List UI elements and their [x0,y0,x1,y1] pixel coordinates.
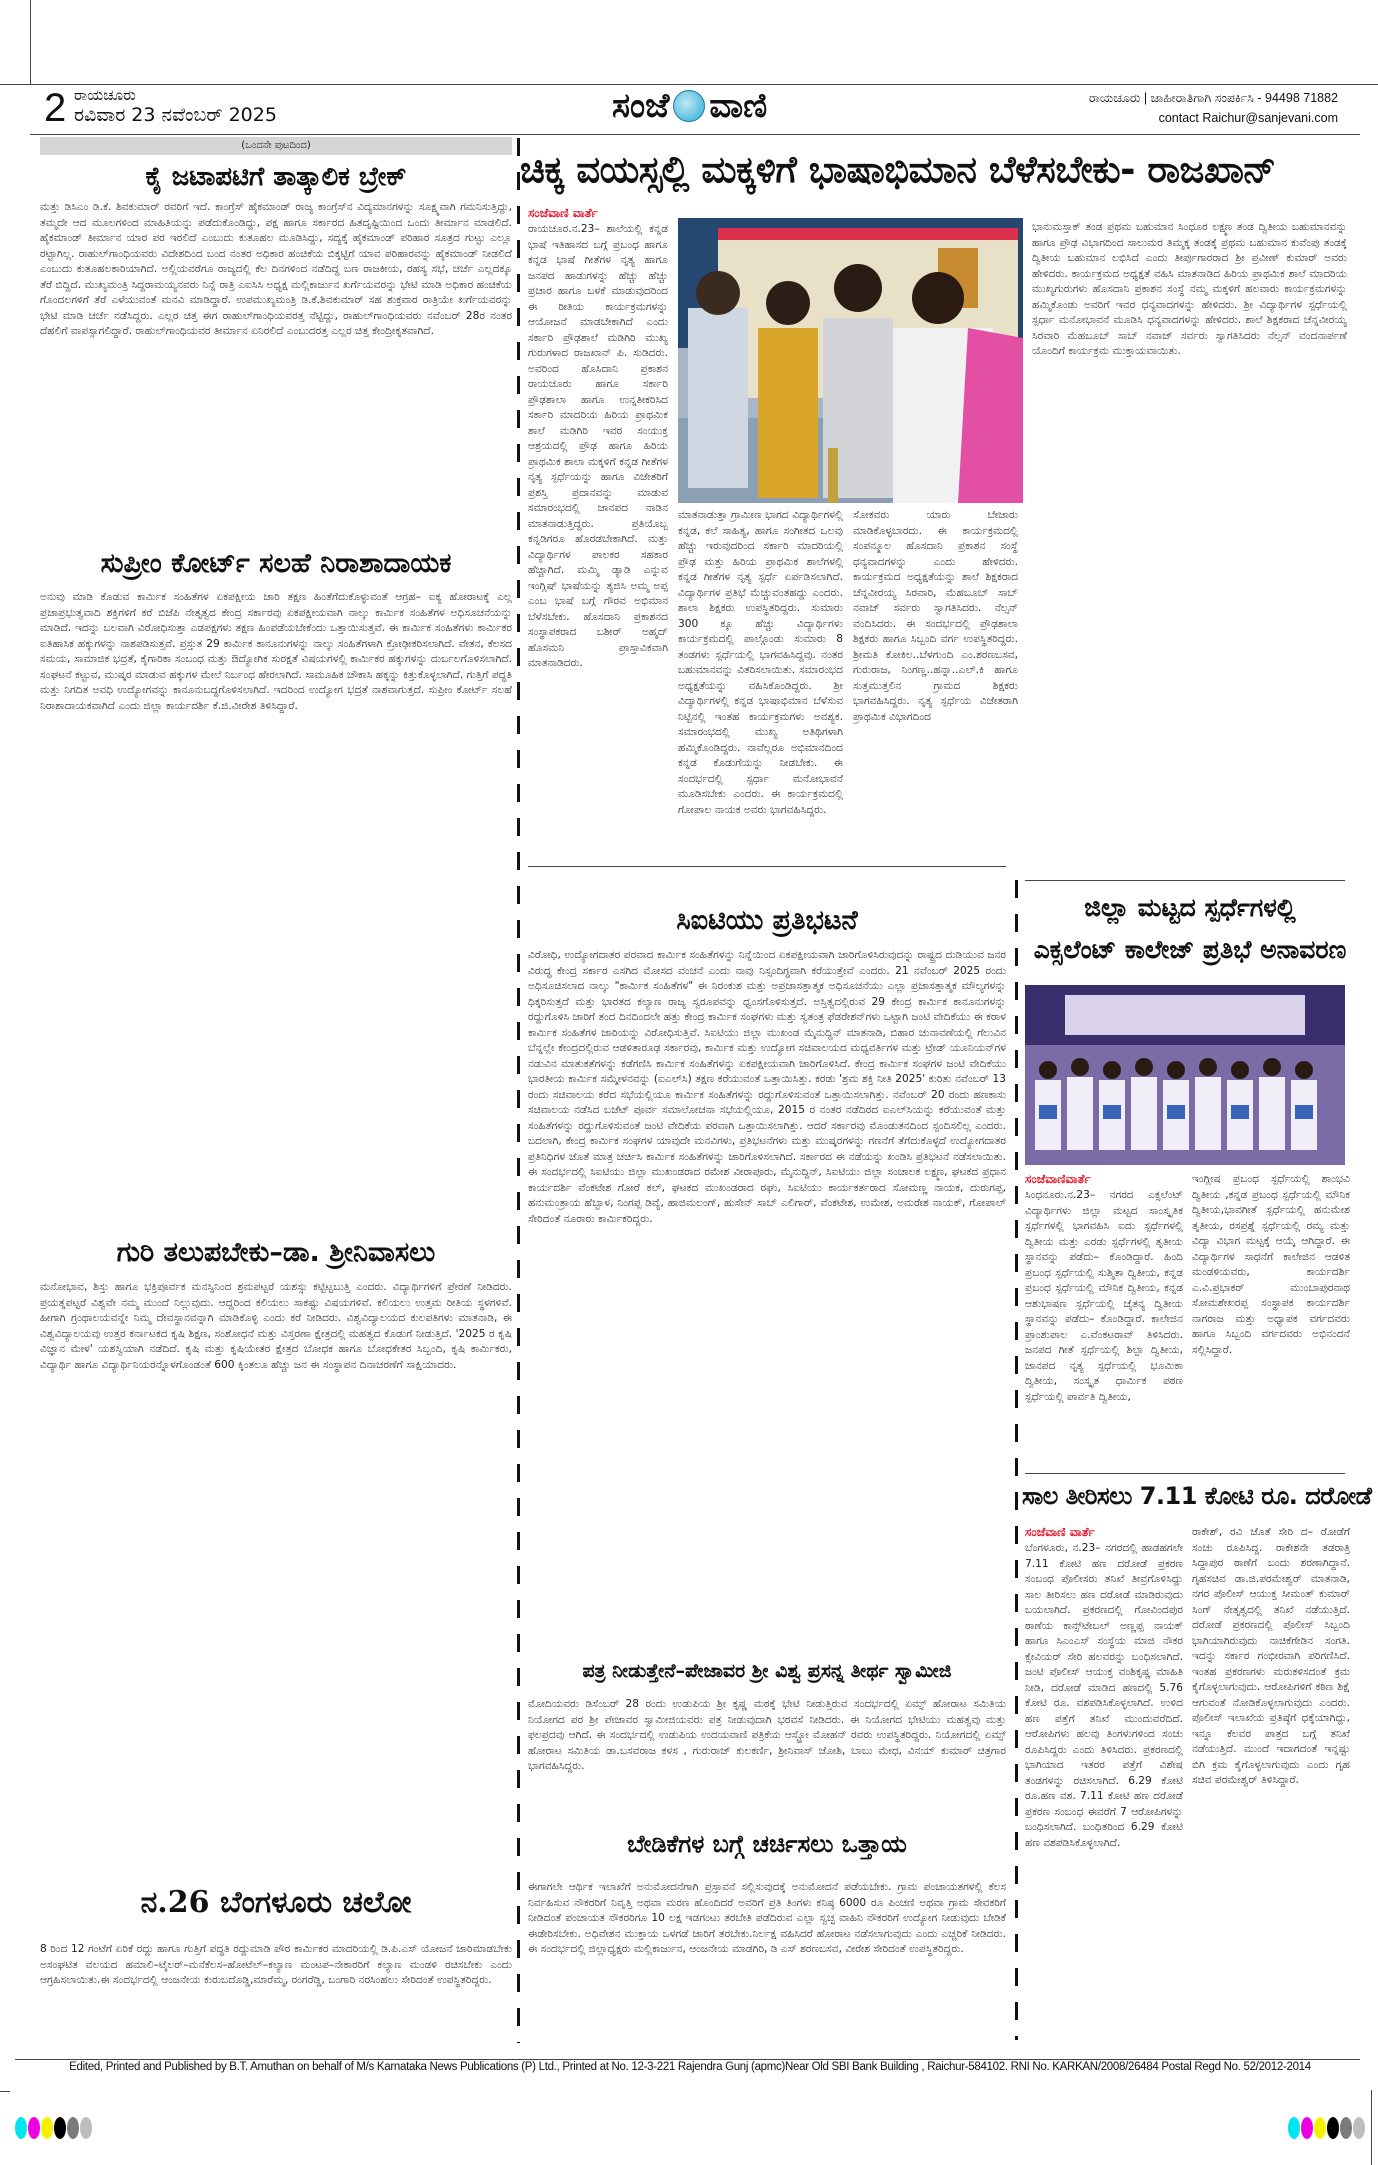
cyan-swatch [1288,2117,1300,2139]
robbery-col-2: ರಾಕೇಶ್, ರವಿ ಜೊತೆ ಸೇರಿ ದ– ರೋಡೆಗೆ ಸಂಚು ರೂಪಿಸಿದ್ದ. ರಾಕೇಶನೇ ತಡರಾತ್ರಿ ಸಿದ್ದಾಪುರ ಠಾಣೆಗೆ ಬಂದು ಶರಣಾಗಿದ್ದಾನೆ. ಗೃಹಸಚಿವ ಡಾ.ಜಿ.ಪರಮೇಶ್ವರ್ ಮಾತನಾಡಿ, ನಗರ ಪೊಲೀಸ್ ಆಯುಕ್ತ ಸೀಮಂತ್ ಕುಮಾರ್ ಸಿಂಗ್ ನೇತೃತ್ವದಲ್ಲಿ ತನಿಖೆ ನಡೆಯುತ್ತಿದೆ. ದರೋಡೆ ಪ್ರಕರಣದಲ್ಲಿ ಪೊಲೀಸ್ ಸಿಬ್ಬಂದಿ ಭಾಗಿಯಾಗಿರುವುದು ನಾಚಿಕೆಗೇಡಿನ ಸಂಗತಿ. ಇದನ್ನು ಸರ್ಕಾರ ಗಂಭೀರವಾಗಿ ಪರಿಗಣಿಸಿದೆ. ಇಂತಹ ಪ್ರಕರಣಗಳು ಮರುಕಳಿಸದಂತೆ ಕ್ರಮ ಕೈಗೊಳ್ಳಲಾಗುವುದು. ಆರೋಪಿಗಳಿಗೆ ಕಠಿಣ ಶಿಕ್ಷೆ ಆಗುವಂತೆ ನೋಡಿಕೊಳ್ಳಲಾಗುವುದು ಎಂದರು. ಪೊಲೀಸ್ ಇಲಾಖೆಯ ಪ್ರತಿಷ್ಠೆಗೆ ಧಕ್ಕೆಯಾಗಿದ್ದು, ಇನ್ನೂ ಕೆಲವರ ಪಾತ್ರದ ಬಗ್ಗೆ ತನಿಖೆ ನಡೆಯುತ್ತಿದೆ. ಮುಂದೆ ಇದಾಗದಂತೆ ಇನ್ನಷ್ಟು ಬಿಗಿ ಕ್ರಮ ಕೈಗೊಳ್ಳಲಾಗುವುದು ಎಂದು ಗೃಹ ಸಚಿವ ಪರಮೇಶ್ವರ್ ತಿಳಿಸಿದ್ದಾರೆ. [1192,1526,1350,1786]
black-swatch [54,2117,66,2139]
college-photo [1025,985,1345,1165]
footer-margin-rule [0,2091,10,2092]
students-group-photo [1025,985,1345,1165]
robbery-top-rule [1025,1473,1345,1474]
demands-body: ಈಗಾಗಲೇ ಆರ್ಥಿಕ ಇಲಾಖೆಗೆ ಅನುಮೋದನೆಗಾಗಿ ಪ್ರಸ್ತಾವನೆ ಸಲ್ಲಿಸುವುದಕ್ಕೆ ಅನುಮೋದನೆ ಪಡೆಯಬೇಕು. ಗ್ರಾಮ ಪಂಚಾಯತಗಳಲ್ಲಿ ಕೆಲಸ ನಿರ್ವಹಿಸುವ ನೌಕರರಿಗೆ ನಿವೃತ್ತಿ ಅಥವಾ ಮರಣ ಹೊಂದಿದರೆ ಅವರಿಗೆ ಪ್ರತಿ ತಿಂಗಳು ಕನಿಷ್ಠ 6000 ರೂ ಪಿಂಚಣಿ ಅಥವಾ ಗ್ರಾಮ ಸೇವಕರಿಗೆ ನೀಡಿದಂತೆ ಪಂಚಾಯತ ನೌಕರರಿಗೂ 10 ಲಕ್ಷ ಇಡಗಂಟು ತರಬೇತಿ ಪಡೆದಿರುವ ಎಲ್ಲಾ ಸ್ವಚ್ಛ ವಾಹಿನಿ ನೌಕರರಿಗೆ ಉದ್ಯೋಗ ನೀಡುವುದು ಬೇಡಿಕೆ ಈಡೇರಿಸಬೇಕು. ಅಧಿವೇಶನ ಮುಕ್ತಾಯ ಒಳಗಡೆ ಜಾರಿಗೆ ತರಬೇಕು.ನಿರ್ಲಕ್ಷ ವಹಿಸಿದರೆ ಹೋರಾಟ ನಡೆಸಲಾಗುವುದು ಎಂದು ಎಚ್ಚರಿಕೆ ನೀಡಿದರು. ಈ ಸಂದರ್ಭದಲ್ಲಿ ಜಿಲ್ಲಾಧ್ಯಕ್ಷರು ಮಲ್ಲಿಕಾರ್ಜುನ, ಆಂಜನೇಯ ಮಾಡಗಿರಿ, ಡಿ ಎಸ್ ಶರಣಬಸವ, ವೀರೇಶ ಸೇರಿದಂತೆ ಉಪಸ್ಥಿತರಿದ್ದರು. [528,1881,1006,1955]
citu-headline: ಸಿಐಟಿಯು ಪ್ರತಿಭಟನೆ [676,905,858,936]
masthead-left-text: ಸಂಜೆ [612,86,670,126]
page-number: 2 [44,86,67,130]
college-headline-line-1: ಜಿಲ್ಲಾ ಮಟ್ಟದ ಸ್ಪರ್ಧೆಗಳಲ್ಲಿ [1084,893,1296,922]
lead-col-1: ರಾಯಚೂರ.ನ.23– ಶಾಲೆಯಲ್ಲಿ ಕನ್ನಡ ಭಾಷೆ ಇತಿಹಾಸದ ಬಗ್ಗೆ ಪ್ರಬಂಧ ಹಾಗೂ ಕನ್ನಡ ಭಾಷೆ ಗೀತೆಗಳ ನೃತ್ಯ ಹಾಗೂ ಜನಪದ ಹಾಡುಗಳನ್ನು ಹೆಚ್ಚು ಹೆಚ್ಚು ಪ್ರಚಾರ ಹಾಗೂ ಬಳಕೆ ಮಾಡುವುದರಿಂದ ಈ ರೀತಿಯ ಕಾರ್ಯಕ್ರಮಗಳನ್ನು ಆಯೋಜನೆ ಮಾಡಬೇಕಾಗಿದೆ ಎಂದು ಸರ್ಕಾರಿ ಪ್ರೌಢಶಾಲೆ ಮಡಿಗಿರಿ ಮುಖ್ಯ ಗುರುಗಳಾದ ರಾಜಖಾನ್ ಪಿ. ಸುಡಿದರು. ಅವರಿಂದ ಹೊಸಿದಾನಿ ಪ್ರಕಾಶನ ರಾಯಚೂರು ಹಾಗೂ ಸರ್ಕಾರಿ ಪ್ರೌಢಶಾಲಾ ಹಾಗೂ ಉನ್ನತೀಕರಿಸಿದ ಸರ್ಕಾರಿ ಮಾದರಿಯ ಹಿರಿಯ ಪ್ರಾಥಮಿಕ ಶಾಲೆ ಮಡಿಗಿರಿ ಇವರ ಸಂಯುಕ್ತ ಆಶ್ರಯದಲ್ಲಿ ಪ್ರೌಢ ಹಾಗೂ ಹಿರಿಯ ಪ್ರಾಥಮಿಕ ಶಾಲಾ ಮಕ್ಕಳಿಗೆ ಕನ್ನಡ ಗೀತೆಗಳ ನೃತ್ಯ ಸ್ಪರ್ಧೆಯನ್ನು ಹಾಗೂ ವಿಜೇತರಿಗೆ ಪ್ರಶಸ್ತಿ ಪ್ರದಾನವನ್ನು ಮಾಡುವ ಸಮಾರಂಭದಲ್ಲಿ ಜಾನಪದ ನಾಡಿನ ಮಾತನಾಡುತ್ತಿದ್ದರು. ಪ್ರತಿಯೊಬ್ಬ ಕನ್ನಡಿಗರೂ ಹೊರಡಬೇಕಾಗಿದೆ. ಮತ್ತು ವಿದ್ಯಾರ್ಥಿಗಳ ಪಾಲಕರ ಸಹಕಾರ ಹೆಚ್ಚಾಗಿದೆ. ಮಮ್ಮಿ ಡ್ಯಾಡಿ ಎನ್ನುವ ಇಂಗ್ಲಿಷ್ ಭಾಷೆಯನ್ನು ತ್ಯಜಿಸಿ ಅಮ್ಮ ಅಪ್ಪ ಎಂಬ ಭಾಷೆ ಬಗ್ಗೆ ಗೌರವ ಅಭಿಮಾನ ಬೆಳೆಸಬೇಕು. ಹೊಸದಾನಿ ಪ್ರಕಾಶನದ ಸಂಸ್ಥಾಪಕರಾದ ಬಶೀರ್ ಅಹ್ಮದ್ ಹೊಸಮನಿ ಪ್ರಾಸ್ತಾವಿಕವಾಗಿ ಮಾತನಾಡಿದರು. [528,223,668,669]
college-top-rule [1025,880,1345,881]
continued-label: (ಒಂದನೇ ಪುಟದಿಂದ) [40,137,512,155]
lead-col-2: ಮಾತನಾಡುತ್ತಾ ಗ್ರಾಮೀಣ ಭಾಗದ ವಿದ್ಯಾರ್ಥಿಗಳಲ್ಲಿ ಕನ್ನಡ, ಕಲೆ ಸಾಹಿತ್ಯ, ಹಾಗೂ ಸಂಗೀತದ ಒಲವು ಹೆಚ್ಚು ಇರುವುದರಿಂದ ಸರ್ಕಾರಿ ಮಾದರಿಯಲ್ಲಿ ಪ್ರೌಢ ಮತ್ತು ಹಿರಿಯ ಪ್ರಾಥಮಿಕ ಶಾಲೆಗಳಲ್ಲಿ ಕನ್ನಡ ಗೀತೆಗಳ ನೃತ್ಯ ಸ್ಪರ್ಧೆ ಏರ್ಪಡಿಸಲಾಗಿದೆ. ವಿದ್ಯಾರ್ಥಿಗಳ ಪ್ರತಿಭೆ ಮೆಚ್ಚುವಂತಹದ್ದು ಎಂದರು. ಶಾಲಾ ಶಿಕ್ಷಕರು ಉಪಸ್ಥಿತರಿದ್ದರು. ಸುಮಾರು 300 ಕ್ಕೂ ಹೆಚ್ಚು ವಿದ್ಯಾರ್ಥಿಗಳು ಕಾರ್ಯಕ್ರಮದಲ್ಲಿ ಪಾಲ್ಗೊಂಡು ಸುಮಾರು 8 ತಂಡಗಳು ಸ್ಪರ್ಧೆಯಲ್ಲಿ ಭಾಗವಹಿಸಿದ್ದವು. ನಂತರ ಬಹುಮಾನವನ್ನು ವಿತರಿಸಲಾಯಿತು. ಸಮಾರಂಭದ ಅಧ್ಯಕ್ಷತೆಯನ್ನು ವಹಿಸಿಕೊಂಡಿದ್ದರು. ಶ್ರೀ ವಿದ್ಯಾರ್ಥಿಗಳಲ್ಲಿ ಕನ್ನಡ ಭಾಷಾಭಿಮಾನ ಬೆಳೆಸುವ ನಿಟ್ಟಿನಲ್ಲಿ ಇಂತಹ ಕಾರ್ಯಕ್ರಮಗಳು ಅವಶ್ಯಕ. ಸಮಾರಂಭದಲ್ಲಿ ಮುಖ್ಯ ಅತಿಥಿಗಳಾಗಿ ಹಮ್ಮಿಕೊಂಡಿದ್ದರು. ನಾವೆಲ್ಲರೂ ಅಭಿಮಾನದಿಂದ ಕನ್ನಡ ಕೊಡುಗೆಯನ್ನು ನೀಡಬೇಕು. ಈ ಸಂದರ್ಭದಲ್ಲಿ ಸ್ಪರ್ಧಾ ಮನೋಭಾವನೆ ಮೂಡಿಸಬೇಕು ಎಂದರು. ಈ ಕಾರ್ಯಕ್ರಮದಲ್ಲಿ ಗೋಪಾಲ ನಾಯಕ ಅವರು ಭಾಗವಹಿಸಿದ್ದರು. [678,509,843,816]
top-rule [0,84,1378,85]
demands-headline: ಬೇಡಿಕೆಗಳ ಬಗ್ಗೆ ಚರ್ಚಿಸಲು ಒತ್ತಾಯ [627,1830,907,1858]
globe-dove-icon [673,90,705,122]
article-headline: ಸುಪ್ರೀಂ ಕೋರ್ಟ್ ಸಲಹೆ ನಿರಾಶಾದಾಯಕ [100,548,452,579]
lead-photo [678,218,1023,503]
registration-marks-left [15,2117,93,2139]
magenta-swatch [28,2117,40,2139]
article-headline: ಕೈ ಜಟಾಪಟಿಗೆ ತಾತ್ಕಾಲಿಕ ಬ್ರೇಕ್ [145,162,407,192]
edition-city: ರಾಯಚೂರು [74,86,136,104]
robbery-col-1: ಬೆಂಗಳೂರು, ನ.23– ನಗರದಲ್ಲಿ ಹಾಡಹಗಲೇ 7.11 ಕೋಟಿ ಹಣ ದರೋಡೆ ಪ್ರಕರಣ ಸಂಬಂಧ ಪೊಲೀಸರು ತನಿಖೆ ತೀವ್ರಗೊಳಿಸಿದ್ದು ಸಾಲ ತೀರಿಸಲು ಹಣ ದರೋಡೆ ಮಾಡಿರುವುದು ಬಯಲಾಗಿದೆ. ಪ್ರಕರಣದಲ್ಲಿ ಗೋವಿಂದಪುರ ಠಾಣೆಯ ಕಾನ್ಸ್‌ಟೇಬಲ್ ಅಣ್ಣಪ್ಪ ನಾಯಕ್ ಹಾಗೂ ಸಿಎಂಎಸ್ ಸಂಸ್ಥೆಯ ಮಾಜಿ ನೌಕರ ಕ್ಸೇವಿಯರ್ ಸೇರಿ ಹಲವರನ್ನು ಬಂಧಿಸಲಾಗಿದೆ. ಜಂಟಿ ಪೊಲೀಸ್ ಆಯುಕ್ತ ವಂಶಿಕೃಷ್ಣ ಮಾಹಿತಿ ನೀಡಿ, ದರೋಡೆ ಮಾಡಿದ ಹಣದಲ್ಲಿ 5.76 ಕೋಟಿ ರೂ. ವಶಪಡಿಸಿಕೊಳ್ಳಲಾಗಿದೆ. ಉಳಿದ ಹಣ ಪತ್ತೆಗೆ ತನಿಖೆ ಮುಂದುವರೆದಿದೆ. ಆರೋಪಿಗಳು ಹಲವು ತಿಂಗಳುಗಳಿಂದ ಸಂಚು ರೂಪಿಸಿದ್ದರು ಎಂದು ತಿಳಿಸಿದರು. ಪ್ರಕರಣದಲ್ಲಿ ಭಾಗಿಯಾದ ಇತರರ ಪತ್ತೆಗೆ ವಿಶೇಷ ತಂಡಗಳನ್ನು ರಚಿಸಲಾಗಿದೆ. 6.29 ಕೋಟಿ ರೂ.ಹಣ ವಶ. 7.11 ಕೋಟಿ ಹಣ ದರೋಡೆ ಪ್ರಕರಣ ಸಂಬಂಧ ಈವರೆಗೆ 7 ಆರೋಪಿಗಳನ್ನು ಬಂಧಿಸಲಾಗಿದೆ. ಬಂಧಿತರಿಂದ 6.29 ಕೋಟಿ ಹಣ ವಶಪಡಿಸಿಕೊಳ್ಳಲಾಗಿದೆ. [1025,1542,1183,1849]
gray-swatch [1340,2117,1352,2139]
lead-byline: ಸಂಜೆವಾಣಿ ವಾರ್ತೆ [528,206,598,220]
yellow-swatch [41,2117,53,2139]
cyan-swatch [15,2117,27,2139]
lead-headline: ಚಿಕ್ಕ ವಯಸ್ಸಲ್ಲಿ ಮಕ್ಕಳಿಗೆ ಭಾಷಾಭಿಮಾನ ಬೆಳೆಸಬೇಕು- ರಾಜಖಾನ್ [520,148,1276,191]
left-margin-rule [30,0,31,84]
imprint-line: Edited, Printed and Published by B.T. Amuthan on behalf of M/s Karnataka News Publications (P) Ltd., Printed at No. 12-3-221 Rajendra Gunj (apmc)Near Old SBI Bank Building , Raichur-584102. RNI No. KARKAN/2008/26484 Postal Regd No. 52/2012-2014 [69,2061,1311,2073]
black-swatch [1327,2117,1339,2139]
lamp-lighting-photo [678,218,1023,503]
college-col-2: ಇಂಗ್ಲೀಷ ಪ್ರಬಂಧ ಸ್ಪರ್ಧೆಯಲ್ಲಿ ಶಾಂಭವಿ ದ್ವಿತೀಯ ,ಕನ್ನಡ ಪ್ರಬಂಧ ಸ್ಪರ್ಧೆಯಲ್ಲಿ ಮೌನಿಕ ದ್ವಿತೀಯ,ಭಾವಗೀತೆ ಸ್ಪರ್ಧೆಯಲ್ಲಿ ಹನುಮೇಶ ತೃತೀಯ, ರಸಪ್ರಶ್ನೆ ಸ್ಪರ್ಧೆಯಲ್ಲಿ ರಮ್ಯ ಮತ್ತು ವಿದ್ಯಾ ವಿಭಾಗ ಮಟ್ಟಕ್ಕೆ ಆಯ್ಕೆ ಆಗಿದ್ದಾರೆ. ಈ ವಿದ್ಯಾರ್ಥಿಗಳ ಸಾಧನೆಗೆ ಕಾಲೇಜಿನ ಆಡಳಿತ ಮಂಡಳಿಯವರು, ಕಾರ್ಯದರ್ಶಿ ಎ.ವಿ.ಪ್ರಭಾಕರ್ ಮುಂಬಾಪುರನಾಥ ಸೋಮಶೇಖರಪ್ಪ ಸಂಸ್ಥಾಪಕ ಕಾರ್ಯದರ್ಶಿ ನಾಗರಾಜ ಮತ್ತು ಅಧ್ಯಾಪಕ ವರ್ಗದವರು ಹಾಗೂ ಸಿಬ್ಬಂದಿ ವರ್ಗದವರು ಅಭಿನಂದನೆ ಸಲ್ಲಿಸಿದ್ದಾರೆ. [1192,1173,1350,1356]
article-body: ಅನುವು ಮಾಡಿ ಕೊಡುವ ಕಾರ್ಮಿಕ ಸಂಹಿತೆಗಳ ಏಕಪಕ್ಷೀಯ ಜಾರಿ ತಕ್ಷಣ ಹಿಂತೆಗೆದುಕೊಳ್ಳುವಂತೆ ಆಗ್ರಹ– ಐಕ್ಯ ಹೋರಾಟಕ್ಕೆ ಎಲ್ಲ ಪ್ರಜಾಪ್ರಭುತ್ವವಾದಿ ಶಕ್ತಿಗಳಿಗೆ ಕರೆ ಬಿಜೆಪಿ ನೇತೃತ್ವದ ಕೇಂದ್ರ ಸರ್ಕಾರವು ಏಕಪಕ್ಷೀಯವಾಗಿ ನಾಲ್ಕು ಕಾರ್ಮಿಕ ಸಂಹಿತೆಗಳ ಅಧಿಸೂಚನೆಯನ್ನು ಮಾಡಿದೆ. ಇದನ್ನು ಬಲವಾಗಿ ವಿರೋಧಿಸುತ್ತಾ ಎಡಪಕ್ಷಗಳು ತಕ್ಷಣ ಹಿಂಪಡೆಯಬೇಕೆಂದು ಒತ್ತಾಯಿಸುತ್ತವೆ. ಈ ಕಾರ್ಮಿಕ ಸಂಹಿತೆಗಳು ಕಾರ್ಮಿಕರ ಐತಿಹಾಸಿಕ ಹಕ್ಕುಗಳನ್ನು ನಾಶಪಡಿಸುತ್ತವೆ. ಪ್ರಸ್ತುತ 29 ಕಾರ್ಮಿಕ ಕಾನೂನುಗಳನ್ನು ನಾಲ್ಕು ಸಂಹಿತೆಗಳಾಗಿ ಕ್ರೋಢೀಕರಿಸಲಾಗಿದೆ. ವೇತನ, ಕೆಲಸದ ಸಮಯ, ಸಾಮಾಜಿಕ ಭದ್ರತೆ, ಕೈಗಾರಿಕಾ ಸಂಬಂಧ ಮತ್ತು ಔದ್ಯೋಗಿಕ ಸುರಕ್ಷತೆ ವಿಷಯಗಳಲ್ಲಿ ಕಾರ್ಮಿಕರ ಹಕ್ಕುಗಳನ್ನು ದುರ್ಬಲಗೊಳಿಸಲಾಗಿದೆ. ಸಂಘಟನೆ ಕಟ್ಟುವ, ಮುಷ್ಕರ ಮಾಡುವ ಹಕ್ಕುಗಳ ಮೇಲೆ ನಿರ್ಬಂಧ ಹೇರಲಾಗಿದೆ. ಸಾಮೂಹಿಕ ಚೌಕಾಸಿ ಹಕ್ಕನ್ನು ಕಿತ್ತುಕೊಳ್ಳಲಾಗಿದೆ. ಗುತ್ತಿಗೆ ಪದ್ಧತಿ ಮತ್ತು ನಿಗದಿತ ಅವಧಿ ಉದ್ಯೋಗವನ್ನು ಕಾನೂನುಬದ್ಧಗೊಳಿಸಲಾಗಿದೆ. ಇದರಿಂದ ಉದ್ಯೋಗ ಭದ್ರತೆ ನಾಶವಾಗುತ್ತದೆ. ಸುಪ್ರೀಂ ಕೋರ್ಟ್ ಸಲಹೆ ನಿರಾಶಾದಾಯಕವಾಗಿದೆ ಎಂದು ಜಿಲ್ಲಾ ಕಾರ್ಯದರ್ಶಿ ಕೆ.ಜಿ.ವೀರೇಶ ತಿಳಿಸಿದ್ದಾರೆ. [40,591,512,712]
column-divider [1015,880,1018,2040]
swamiji-headline: ಪತ್ರ ನೀಡುತ್ತೇನೆ–ಪೇಜಾವರ ಶ್ರೀ ವಿಶ್ವ ಪ್ರಸನ್ನ ತೀರ್ಥ ಸ್ವಾಮೀಜಿ [582,1660,952,1682]
ad-contact: ರಾಯಚೂರು | ಜಾಹೀರಾತಿಗಾಗಿ ಸಂಪರ್ಕಿಸಿ - 94498 71882 [1088,91,1338,105]
article-headline: ಗುರಿ ತಲುಪಬೇಕು–ಡಾ. ಶ್ರೀನಿವಾಸಲು [116,1237,436,1268]
column-divider [517,138,520,2043]
header-contact [1089,88,1338,128]
swamiji-body: ಮೋದಿಯವರು ಡಿಸೆಂಬರ್ 28 ರಂದು ಉಡುಪಿಯ ಶ್ರೀ ಕೃಷ್ಣ ಮಠಕ್ಕೆ ಭೇಟಿ ನೀಡುತ್ತಿರುವ ಸಂದರ್ಭದಲ್ಲಿ ಏಮ್ಸ್ ಹೋರಾಟ ಸಮಿತಿಯ ನಿಯೋಗದ ಪರ ಶ್ರೀ ಪೇಜಾವರ ಸ್ವಾಮೀಜಿಯವರು ಪತ್ರ ನೀಡುವುದಾಗಿ ಭರವಸೆ ನೀಡಿದರು. ಈ ನಿಯೋಗದ ಭೇಟಿಯು ಮಹತ್ವವು ಮತ್ತು ಫಲಪ್ರದವು ಆಗಿದೆ. ಈ ಸಂದರ್ಭದಲ್ಲಿ ಉಡುಪಿಯ ಉದಯವಾಣಿ ಪತ್ರಿಕೆಯ ಆಸ್ಟ್ರೋ ಮೋಹನ್ ರವರು ಉಪಸ್ಥಿತರಿದ್ದರು. ನಿಯೋಗದಲ್ಲಿ ಏಮ್ಸ್ ಹೋರಾಟ ಸಮಿತಿಯ ಡಾ.ಬಸವರಾಜ ಕಳಸ , ಗುರುರಾಜ್ ಕುಲಕರ್ಣಿ, ಶ್ರೀನಿವಾಸ್ ಜೋಶಿ, ಬಾಬು ಮೇಧ, ವಿನಯ್ ಕುಮಾರ್ ಚಿತ್ರಗಾರ ಭಾಗವಹಿಸಿದ್ದರು. [528,1698,1006,1772]
registration-marks-right [1288,2117,1366,2139]
lead-col-4: ಭಾನುಮಸ್ತಾಕ್ ತಂಡ ಪ್ರಥಮ ಬಹುಮಾನ ಸಿಂಧೂರ ಲಕ್ಷ್ಮಣ ತಂಡ ದ್ವಿತೀಯ ಬಹುಮಾನವನ್ನು ಹಾಗೂ ಪ್ರೌಢ ವಿಭಾಗದಿಂದ ಸಾಲುಮರ ತಿಮ್ಮಕ್ಕ ತಂಡಕ್ಕೆ ಪ್ರಥಮ ಬಹುಮಾನ ಕುವೆಂಪು ತಂಡಕ್ಕೆ ದ್ವಿತೀಯ ಬಹುಮಾನ ಲಭಿಸಿದೆ ಎಂದು ತೀರ್ಪುಗಾರರಾದ ಶ್ರೀ ಪ್ರವೀಣ್ ಕುಮಾರ್ ಅವರು ಹೇಳಿದರು. ಕಾರ್ಯಕ್ರಮದ ಅಧ್ಯಕ್ಷತೆ ವಹಿಸಿ ಮಾತನಾಡಿದ ಹಿರಿಯ ಪ್ರಾಥಮಿಕ ಶಾಲೆ ಮಾದರಿಯ ಮುಖ್ಯಗುರುಗಳು ಹೊಸದಾನಿ ಪ್ರಕಾಶನ ಸಂಸ್ಥೆ ನಮ್ಮ ಮಕ್ಕಳಿಗೆ ಹಲವಾರು ಕಾರ್ಯಕ್ರಮಗಳನ್ನು ಹಮ್ಮಿಕೊಂಡು ಅವರಿಗೆ ಇವರ ಧನ್ಯವಾದಗಳನ್ನು ಹೇಳಿದರು. ಶ್ರೀ ವಿದ್ಯಾರ್ಥಿಗಳ ಸ್ಪರ್ಧೆಯಲ್ಲಿ ಸ್ಪರ್ಧಾ ಮನೋಭಾವನೆ ಮೂಡಿಸಿ ಧನ್ಯವಾದಗಳನ್ನು ಹೇಳಿದರು. ಶಾಲೆ ಶಿಕ್ಷಕರಾದ ಚೆನ್ನವೀರಯ್ಯ ಸಿರವಾರಿ ಮೆಹಬೂಬ್ ಸಾಬ್ ನವಾಜ್ ಸರ್ವರು ಸ್ವಾಗತಿಸಿದರು ನೆಲ್ಸನ್ ವಂದನಾರ್ಪಣೆ ಯೊಂದಿಗೆ ಕಾರ್ಯಕ್ರಮ ಮುಕ್ತಾಯವಾಯಿತು. [1032,221,1347,357]
masthead-right-text: ವಾಣಿ [709,86,768,126]
footer-right-rule [1371,2090,1372,2165]
edition-date: ರವಿವಾರ 23 ನವೆಂಬರ್ 2025 [74,104,277,126]
magenta-swatch [1301,2117,1313,2139]
robbery-headline: ಸಾಲ ತೀರಿಸಲು 7.11 ಕೋಟಿ ರೂ. ದರೋಡೆ [1022,1482,1372,1510]
light-gray-swatch [80,2117,92,2139]
article-body: ಮನೋಭಾವ, ಶಿಸ್ತು ಹಾಗೂ ಭಕ್ತಿಪೂರ್ವಕ ಮನಸ್ಸಿನಿಂದ ಶ್ರಮಪಟ್ಟರೆ ಯಶಸ್ಸು ಕಟ್ಟಿಟ್ಟಬುತ್ತಿ ಎಂದರು. ವಿದ್ಯಾರ್ಥಿಗಳಿಗೆ ಪ್ರೇರಣೆ ನೀಡಿದರು. ಪ್ರಯತ್ನಪಟ್ಟರೆ ವಿಶ್ವವೇ ನಮ್ಮ ಮುಂದೆ ನಿಲ್ಲುವುದು. ಆದ್ದರಿಂದ ಕಲಿಯಲು ಸಾಕಷ್ಟು ವಿಷಯಗಳಿವೆ. ಕಲಿಯಲು ಉತ್ತಮ ರೀತಿಯ ಸ್ಥಳಗಳಿವೆ. ಹೀಗಾಗಿ ಗ್ರಂಥಾಲಯವನ್ನೇ ನಿಮ್ಮ ದೇವಸ್ಥಾನವನ್ನಾಗಿ ಮಾಡಿಕೊಳ್ಳಿ ಎಂದು ಕರೆ ನೀಡಿದರು. ವಿಶ್ವವಿದ್ಯಾಲಯದ ಕುಲಪತಿಗಳು ಮಾತನಾಡಿ, ಈ ವಿಶ್ವವಿದ್ಯಾಲಯವು ಉತ್ತರ ಕರ್ನಾಟಕದ ಕೃಷಿ ಶಿಕ್ಷಣ, ಸಂಶೋಧನೆ ಮತ್ತು ವಿಸ್ತರಣಾ ಕ್ಷೇತ್ರದಲ್ಲಿ ಮಹತ್ವದ ಕೊಡುಗೆ ನೀಡುತ್ತಿದೆ. '2025 ರ ಕೃಷಿ ವಿಜ್ಞಾನ ಮೇಳ' ಯಶಸ್ವಿಯಾಗಿ ನಡೆದಿದೆ. ಕೃಷಿ ಮತ್ತು ಕೃಷಿಯೇತರ ಕ್ಷೇತ್ರದ ಬೋಧಕ ಹಾಗೂ ಬೋಧಕೇತರ ಸಿಬ್ಬಂದಿ, ಕೃಷಿ ಕಾರ್ಮಿಕರು, ವಿದ್ಯಾರ್ಥಿ ಹಾಗೂ ವಿದ್ಯಾರ್ಥಿನಿಯರನ್ನೊಳಗೊಂಡಂತೆ 600 ಕ್ಕಿಂತಲೂ ಹೆಚ್ಚು ಜನ ಈ ಸಂಸ್ಥಾಪನ ದಿನಾಚರಣೆಗೆ ಸಾಕ್ಷಿಯಾದರು. [40,1281,512,1371]
article-body: ಮತ್ತು ಡಿಸಿಎಂ ಡಿ.ಕೆ. ಶಿವಕುಮಾರ್ ರವರಿಗೆ ಇದೆ. ಕಾಂಗ್ರೆಸ್ ಹೈಕಮಾಂಡ್ ರಾಜ್ಯ ಕಾಂಗ್ರೆಸ್‌ನ ವಿದ್ಯಮಾನಗಳನ್ನು ಸೂಕ್ಷ್ಮವಾಗಿ ಗಮನಿಸುತ್ತಿದ್ದು, ತಮ್ಮದೇ ಆದ ಮೂಲಗಳಿಂದ ಮಾಹಿತಿಯನ್ನು ಪಡೆದುಕೊಂಡಿದ್ದು, ಪಕ್ಷ ಹಾಗೂ ಸರ್ಕಾರದ ಹಿತದೃಷ್ಟಿಯಿಂದ ಒಂದು ತೀರ್ಮಾನ ಮಾಡಲಿದೆ. ಹೈಕಮಾಂಡ್ ತೀರ್ಮಾನ ಯಾರ ಪರ ಇರಲಿದೆ ಎಂಬುದು ಕುತೂಹಲ ಮೂಡಿಸಿದ್ದು, ಸದ್ಯಕ್ಕೆ ಹೈಕಮಾಂಡ್ ಪರಿಹಾರ ಸೂತ್ರದ ಗುಟ್ಟು ಎಲ್ಲೂ ರಟ್ಟಾಗಿಲ್ಲ. ರಾಹುಲ್‌ಗಾಂಧಿಯವರು ವಿದೇಶದಿಂದ ಬಂದ ನಂತರ ಅಧಿಕಾರ ಹಂಚಿಕೆಯ ಬಿಕ್ಕಟ್ಟಿಗೆ ಯಾವ ಪರಿಹಾರವನ್ನು ಹೈಕಮಾಂಡ್ ನೀಡಲಿದೆ ಎಂಬುದು ಕುತೂಹಲಕಾರಿಯಾಗಿದೆ. ಅಲ್ಲಿಯವರೆಗೂ ರಾಜ್ಯದಲ್ಲಿ ಕೆಲ ದಿನಗಳಿಂದ ನಡೆದಿದ್ದ ಬಣ ರಾಜಕೀಯ, ರಹಸ್ಯ ಸಭೆ, ಚರ್ಚೆ ಎಲ್ಲದಕ್ಕೂ ತೆರೆ ಬಿದ್ದಿದೆ. ಮುಖ್ಯಮಂತ್ರಿ ಸಿದ್ದರಾಮಯ್ಯನವರು ನಿನ್ನೆ ರಾತ್ರಿ ಎಐಸಿಸಿ ಅಧ್ಯಕ್ಷ ಮಲ್ಲಿಕಾರ್ಜುನ ಖರ್ಗೆಯವರನ್ನು ಭೇಟಿ ಮಾಡಿ ಅಧಿಕಾರ ಹಂಚಿಕೆಯ ಗೊಂದಲಗಳಿಗೆ ತೆರೆ ಎಳೆಯುವಂತೆ ಮನವಿ ಮಾಡಿದ್ದಾರೆ. ಉಪಮುಖ್ಯಮಂತ್ರಿ ಡಿ.ಕೆ.ಶಿವಕುಮಾರ್ ಸಹ ಶುಕ್ರವಾರ ರಾತ್ರಿಯೇ ಖರ್ಗೆಯವರನ್ನು ಭೇಟಿ ಮಾಡಿ ಚರ್ಚೆ ನಡೆಸಿದ್ದರು. ಎಲ್ಲರ ಚಿತ್ತ ಈಗ ರಾಹುಲ್‌ಗಾಂಧಿಯವರತ್ತ ನೆಟ್ಟಿದ್ದು, ರಾಹುಲ್‌ಗಾಂಧಿಯವರು ನವೆಂಬರ್ 28ರ ನಂತರ ದೆಹಲಿಗೆ ವಾಪಸ್ಸಾಗಲಿದ್ದಾರೆ. ರಾಹುಲ್‌ಗಾಂಧಿಯವರ ತೀರ್ಮಾನ ಏನಿರಲಿದೆ ಎಂಬುದರತ್ತ ಎಲ್ಲರ ಚಿತ್ತ ಕೇಂದ್ರೀಕೃತವಾಗಿದೆ. [40,201,512,337]
article-body: 8 ರಿಂದ 12 ಗಂಟೆಗೆ ಏರಿಕೆ ರದ್ದು ಹಾಗೂ ಗುತ್ತಿಗೆ ಪದ್ಧತಿ ರದ್ದುಮಾಡಿ ಪೌರ ಕಾರ್ಮಿಕರ ಮಾದರಿಯಲ್ಲಿ ಡಿ.ಪಿ.ಎಸ್ ಯೋಜನೆ ಜಾರಿಮಾಡಬೇಕು ಅಸಂಘಟಿತ ವಲಯದ ಹಮಾಲಿ–ಟೈಲರ್–ಮನೆಕೆಲಸ–ಹೋಟೆಲ್–ಕಲ್ಯಾಣ ಮಂಟಪ–ನೇಕಾರರಿಗೆ ಕಲ್ಯಾಣ ಮಂಡಳಿ ರಚಿಸಬೇಕು ಎಂದು ಆಗ್ರಹಿಸಲಾಯಿತು.ಈ ಸಂದರ್ಭದಲ್ಲಿ ಆಂಜನೇಯ ಕುರುಬದೊಡ್ಡಿ,ಮಾರೆಮ್ಮ, ರಂಗರೆಡ್ಡಿ, ಬಂಗಾರಿ ನರಸಿಂಹಲು ಸೇರಿದಂತೆ ಉಪಸ್ಥಿತರಿದ್ದರು. [40,1943,512,1986]
email-contact: contact Raichur@sanjevani.com [1158,111,1338,125]
lead-col-3: ಸೋಕವರು ಯಾರು ಬೇಜಾರು ಮಾಡಿಕೊಳ್ಳಬಾರದು. ಈ ಕಾರ್ಯಕ್ರಮದಲ್ಲಿ ಸಂಪನ್ಮೂಲ ಹೊಸದಾನಿ ಪ್ರಕಾಶನ ಸಂಸ್ಥೆ ಧನ್ಯವಾದಗಳನ್ನು ಎಂದು ಹೇಳಿದರು. ಕಾರ್ಯಕ್ರಮದ ಅಧ್ಯಕ್ಷತೆಯನ್ನು ಶಾಲೆ ಶಿಕ್ಷಕರಾದ ಚೆನ್ನವೀರಯ್ಯ ಸಿರವಾರಿ, ಮೆಹಬೂಬ್ ಸಾಬ್ ನವಾಜ್ ಸರ್ವರು ಸ್ವಾಗತಿಸಿದರು. ನೆಲ್ಸನ್ ವಂದಿಸಿದರು. ಈ ಸಂದರ್ಭದಲ್ಲಿ ಪ್ರೌಢಶಾಲಾ ಶಿಕ್ಷಕರು ಹಾಗೂ ಸಿಬ್ಬಂದಿ ವರ್ಗ ಉಪಸ್ಥಿತರಿದ್ದರು. ಶ್ರೀಮತಿ ಕೋಕಿಲ..ಬೆಳಗುಂದಿ ಎಂ.ಶರಣಬಸವ, ಗುರುರಾಜ, ನಿಂಗಣ್ಣ..ಹನ್ನಾ..ಎಲ್.ಕಿ ಹಾಗೂ ಸುತ್ತಮುತ್ತಲಿನ ಗ್ರಾಮದ ಶಿಕ್ಷಕರು ಭಾಗವಹಿಸಿದ್ದರು. ನೃತ್ಯ ಸ್ಪರ್ಧೆಯ ವಿಜೇತರಾಗಿ ಪ್ರಾಥಮಿಕ ವಿಭಾಗದಿಂದ [853,509,1018,723]
lead-bottom-rule [528,866,1006,867]
college-byline: ಸಂಜೆವಾಣಿವಾರ್ತೆ [1025,1172,1091,1186]
citu-body: ವಿರೋಧಿ, ಉದ್ಯೋಗದಾತರ ಪರವಾದ ಕಾರ್ಮಿಕ ಸಂಹಿತೆಗಳನ್ನು ನಿನ್ನೆಯಿಂದ ಏಕಪಕ್ಷೀಯವಾಗಿ ಜಾರಿಗೊಳಿಸಿರುವುದನ್ನು ರಾಷ್ಟ್ರದ ದುಡಿಯುವ ಜನರ ವಿರುದ್ಧ ಕೇಂದ್ರ ಸರ್ಕಾರ ಎಸಗಿದ ಮೋಸದ ವಂಚನೆ ಎಂದು ನಾವು ನಿಸ್ಸಂದಿಗ್ಧವಾಗಿ ಕರೆಯುತ್ತೇವೆ ಎಂದರು. 21 ನವೆಂಬರ್ 2025 ರಂದು ಅಧಿಸೂಚಿಸಲಾದ ನಾಲ್ಕು "ಕಾರ್ಮಿಕ ಸಂಹಿತೆಗಳ" ಈ ನಿರಂಕುಶ ಮತ್ತು ಅಪ್ರಜಾಸತ್ತಾತ್ಮಕ ಅಧಿಸೂಚನೆಯು ಎಲ್ಲಾ ಪ್ರಜಾಸತ್ತಾತ್ಮಕ ಮೌಲ್ಯಗಳನ್ನು ಧಿಕ್ಕರಿಸುತ್ತದೆ ಮತ್ತು ಭಾರತದ ಕಲ್ಯಾಣ ರಾಜ್ಯ ಸ್ವರೂಪವನ್ನು ಧ್ವಂಸಗೊಳಿಸುತ್ತದೆ. ಅಸ್ತಿತ್ವದಲ್ಲಿರುವ 29 ಕೇಂದ್ರ ಕಾರ್ಮಿಕ ಕಾನೂನುಗಳನ್ನು ರದ್ದುಗೊಳಿಸಿ ಜಾರಿಗೆ ತಂದ ದಿನದಿಂದಲೇ ಹತ್ತು ಕೇಂದ್ರ ಕಾರ್ಮಿಕ ಸಂಘಗಳು ಮತ್ತು ಸ್ವತಂತ್ರ ಫೆಡರೇಶನ್‌ಗಳು ಒಟ್ಟಾಗಿ ಜಂಟಿ ವೇದಿಕೆಯು ಈ ಕರಾಳ ಕಾರ್ಮಿಕ ಸಂಹಿತೆಗಳ ಜಾರಿಯನ್ನು ವಿರೋಧಿಸುತ್ತಿವೆ. ಸಿಐಟಿಯು ಜಿಲ್ಲಾ ಮುಖಂಡ ಮೈನುದ್ದಿನ್ ಮಾತನಾಡಿ, ಬಿಹಾರ ಚುನಾವಣೆಯಲ್ಲಿ ಗೆಲುವಿನ ಬೆನ್ನಲ್ಲೇ ಕೇಂದ್ರದಲ್ಲಿರುವ ಆಡಳಿತಾರೂಢ ಸರ್ಕಾರವು, ಕಾರ್ಮಿಕ ಮತ್ತು ಉದ್ಯೋಗ ಸಚಿವಾಲಯದ ಮಧ್ಯವರ್ತಿಗಳ ಮತ್ತು ಟ್ರೇಡ್ ಯೂನಿಯನ್‌ಗಳ ನಡುವಿನ ಮಾತುಕತೆಗಳನ್ನು ಕಡೆಗಣಿಸಿ ಕಾರ್ಮಿಕ ಸಂಹಿತೆಗಳನ್ನು ಏಕಪಕ್ಷೀಯವಾಗಿ ಜಾರಿಗೊಳಿಸಿದೆ. ಕೇಂದ್ರ ಕಾರ್ಮಿಕ ಸಂಘಗಳ ಜಂಟಿ ವೇದಿಕೆಯು ಭಾರತೀಯ ಕಾರ್ಮಿಕ ಸಮ್ಮೇಳನವನ್ನು (ಐಎಲ್‌ಸಿ) ತಕ್ಷಣ ಕರೆಯುವಂತೆ ಒತ್ತಾಯಿಸಿತ್ತು. ಕರಡು 'ಶ್ರಮ ಶಕ್ತಿ ನೀತಿ 2025' ಕುರಿತು ನವೆಂಬರ್ 13 ರಂದು ಸಚಿವಾಲಯ ಕರೆದ ಸಭೆಯಲ್ಲಿಯೂ ಕಾರ್ಮಿಕ ಸಂಹಿತೆಗಳನ್ನು ರದ್ದುಗೊಳಿಸುವಂತೆ ಒತ್ತಾಯಿಸಲಾಗಿತ್ತು. ನವೆಂಬರ್ 20 ರಂದು ಹಣಕಾಸು ಸಚಿವಾಲಯ ನಡೆಸಿದ ಬಜೆಟ್ ಪೂರ್ವ ಸಮಾಲೋಚನಾ ಸಭೆಯಲ್ಲಿಯೂ, 2015 ರ ನಂತರ ನಡೆದಿರದ ಐಎಲ್‌ಸಿಯನ್ನು ಕರೆಯುವಂತೆ ಮತ್ತು ಸಂಹಿತೆಗಳನ್ನು ರದ್ದುಗೊಳಿಸುವಂತೆ ಜಂಟಿ ವೇದಿಕೆಯ ಪರವಾಗಿ ಒತ್ತಾಯಿಸಲಾಗಿತ್ತು. ಆದರೆ ಸರ್ಕಾರವು ಮೊಂಡುತನದಿಂದ ಸ್ಪಂದಿಸಲಿಲ್ಲ ಎಂದರು. ಬದಲಾಗಿ, ಕೇಂದ್ರ ಕಾರ್ಮಿಕ ಸಂಘಗಳ ಯಾವುದೇ ಮನವಿಗಳು, ಪ್ರತಿಭಟನೆಗಳು ಮತ್ತು ಮುಷ್ಕರಗಳನ್ನು ಗಣನೆಗೆ ತೆಗೆದುಕೊಳ್ಳದೆ ಉದ್ಯೋಗದಾತರ ಪ್ರತಿನಿಧಿಗಳ ಜೊತೆ ಮಾತ್ರ ಚರ್ಚಿಸಿ ಕಾರ್ಮಿಕ ಸಂಹಿತೆಗಳನ್ನು ಜಾರಿಗೊಳಿಸಲಾಗಿದೆ. ಸರ್ಕಾರದ ಈ ನಡೆಯನ್ನು ಖಂಡಿಸಿ ಪ್ರತಿಭಟನೆ ನಡೆಸಲಾಯಿತು. ಈ ಸಂದರ್ಭದಲ್ಲಿ ಸಿಐಟಿಯು ಜಿಲ್ಲಾ ಮುಖಂಡರಾದ ರಮೇಶ ವೀರಾಪೂರು, ಮೈನುದ್ದಿನ್, ಸಿಐಟಿಯು ಜಿಲ್ಲಾ ಸಂಚಾಲಕ ಲಕ್ಷ್ಮಣ, ಘಟಕದ ಪ್ರಧಾನ ಕಾರ್ಯದರ್ಶಿ ವೆಂಕಟೇಶ ಗೋರೆ ಕಲ್, ಘಟಕದ ಮುಖಂಡರಾದ ರಘು, ಸಿಐಟಿಯು ಕಾರ್ಯಕರ್ತರಾದ ಸೋಮಣ್ಣ ನಾಯಕ, ದುರುಗಪ್ಪ, ಹನುಮಂತ್ರಾಯ ಹೆಬ್ಬಾಳ, ನಿಂಗಪ್ಪ ಡಿವ್ಯೆ, ಹಾಜಿಮಲಂಗ್, ಹುಸೇನ್ ಸಾಬ್ ಎಲಿಗಾರ್, ವೆಂಕಟೇಶ, ಉಮೇಶ, ಅಮರೇಶ ನಾಯಕ್, ಗೋಪಾಲ್ ಸೇರಿದಂತೆ ನೂರಾರು ಕಾರ್ಮಿಕರಿದ್ದರು. [528,949,1006,1225]
masthead-logo [612,86,767,126]
college-col-1: ಸಿಂಧನೂರು.ನ.23– ನಗರದ ಎಕ್ಸಲೆಂಟ್ ವಿದ್ಯಾರ್ಥಿಗಳು ಜಿಲ್ಲಾ ಮಟ್ಟದ ಸಾಂಸ್ಕೃತಿಕ ಸ್ಪರ್ಧೆಗಳಲ್ಲಿ ಭಾಗವಹಿಸಿ ಐದು ಸ್ಪರ್ಧೆಗಳಲ್ಲಿ ದ್ವಿತೀಯ ಮತ್ತು ಎರಡು ಸ್ಪರ್ಧೆಗಳಲ್ಲಿ ತೃತೀಯ ಸ್ಥಾನವನ್ನು ಪಡೆದು– ಕೊಂಡಿದ್ದಾರೆ. ಹಿಂದಿ ಪ್ರಬಂಧ ಸ್ಪರ್ಧೆಯಲ್ಲಿ ಸುಶ್ಮಿತಾ ದ್ವಿತೀಯ, ಕನ್ನಡ ಪ್ರಬಂಧ ಸ್ಪರ್ಧೆಯಲ್ಲಿ ಮೌನಿಕ ದ್ವಿತೀಯ, ಕನ್ನಡ ಆಶುಭಾಷಣ ಸ್ಪರ್ಧೆಯಲ್ಲಿ ಚೈತನ್ಯ ದ್ವಿತೀಯ ಸ್ಥಾನವನ್ನು ಪಡೆದು– ಕೊಂಡಿದ್ದಾರೆ. ಕಾಲೇಜಿನ ಪ್ರಾಂಶುಪಾಲ ಎ.ವೆಂಕಟರಾವ್ ತಿಳಿಸಿದರು. ಜನಪದ ಗೀತೆ ಸ್ಪರ್ಧೆಯಲ್ಲಿ ಶಿಲ್ಪಾ ದ್ವಿತೀಯ, ಜಾನಪದ ನೃತ್ಯ ಸ್ಪರ್ಧೆಯಲ್ಲಿ ಭೂಮಿಕಾ ದ್ವಿತೀಯ, ಸಂಸ್ಕೃತ ಧಾರ್ಮಿಕ ಪಠಣ ಸ್ಪರ್ಧೆಯಲ್ಲಿ ಪಾರ್ವತಿ ದ್ವಿತೀಯ, [1025,1189,1183,1403]
header-bottom-rule [30,134,1360,135]
robbery-byline: ಸಂಜೆವಾಣಿ ವಾರ್ತೆ [1025,1525,1095,1539]
college-headline-line-2: ಎಕ್ಸಲೆಂಟ್ ಕಾಲೇಜ್ ಪ್ರತಿಭೆ ಅನಾವರಣ [1033,935,1347,964]
light-gray-swatch [1353,2117,1365,2139]
article-headline: ನ.26 ಬೆಂಗಳೂರು ಚಲೋ [140,1885,412,1920]
footer-rule [15,2059,1360,2060]
yellow-swatch [1314,2117,1326,2139]
gray-swatch [67,2117,79,2139]
